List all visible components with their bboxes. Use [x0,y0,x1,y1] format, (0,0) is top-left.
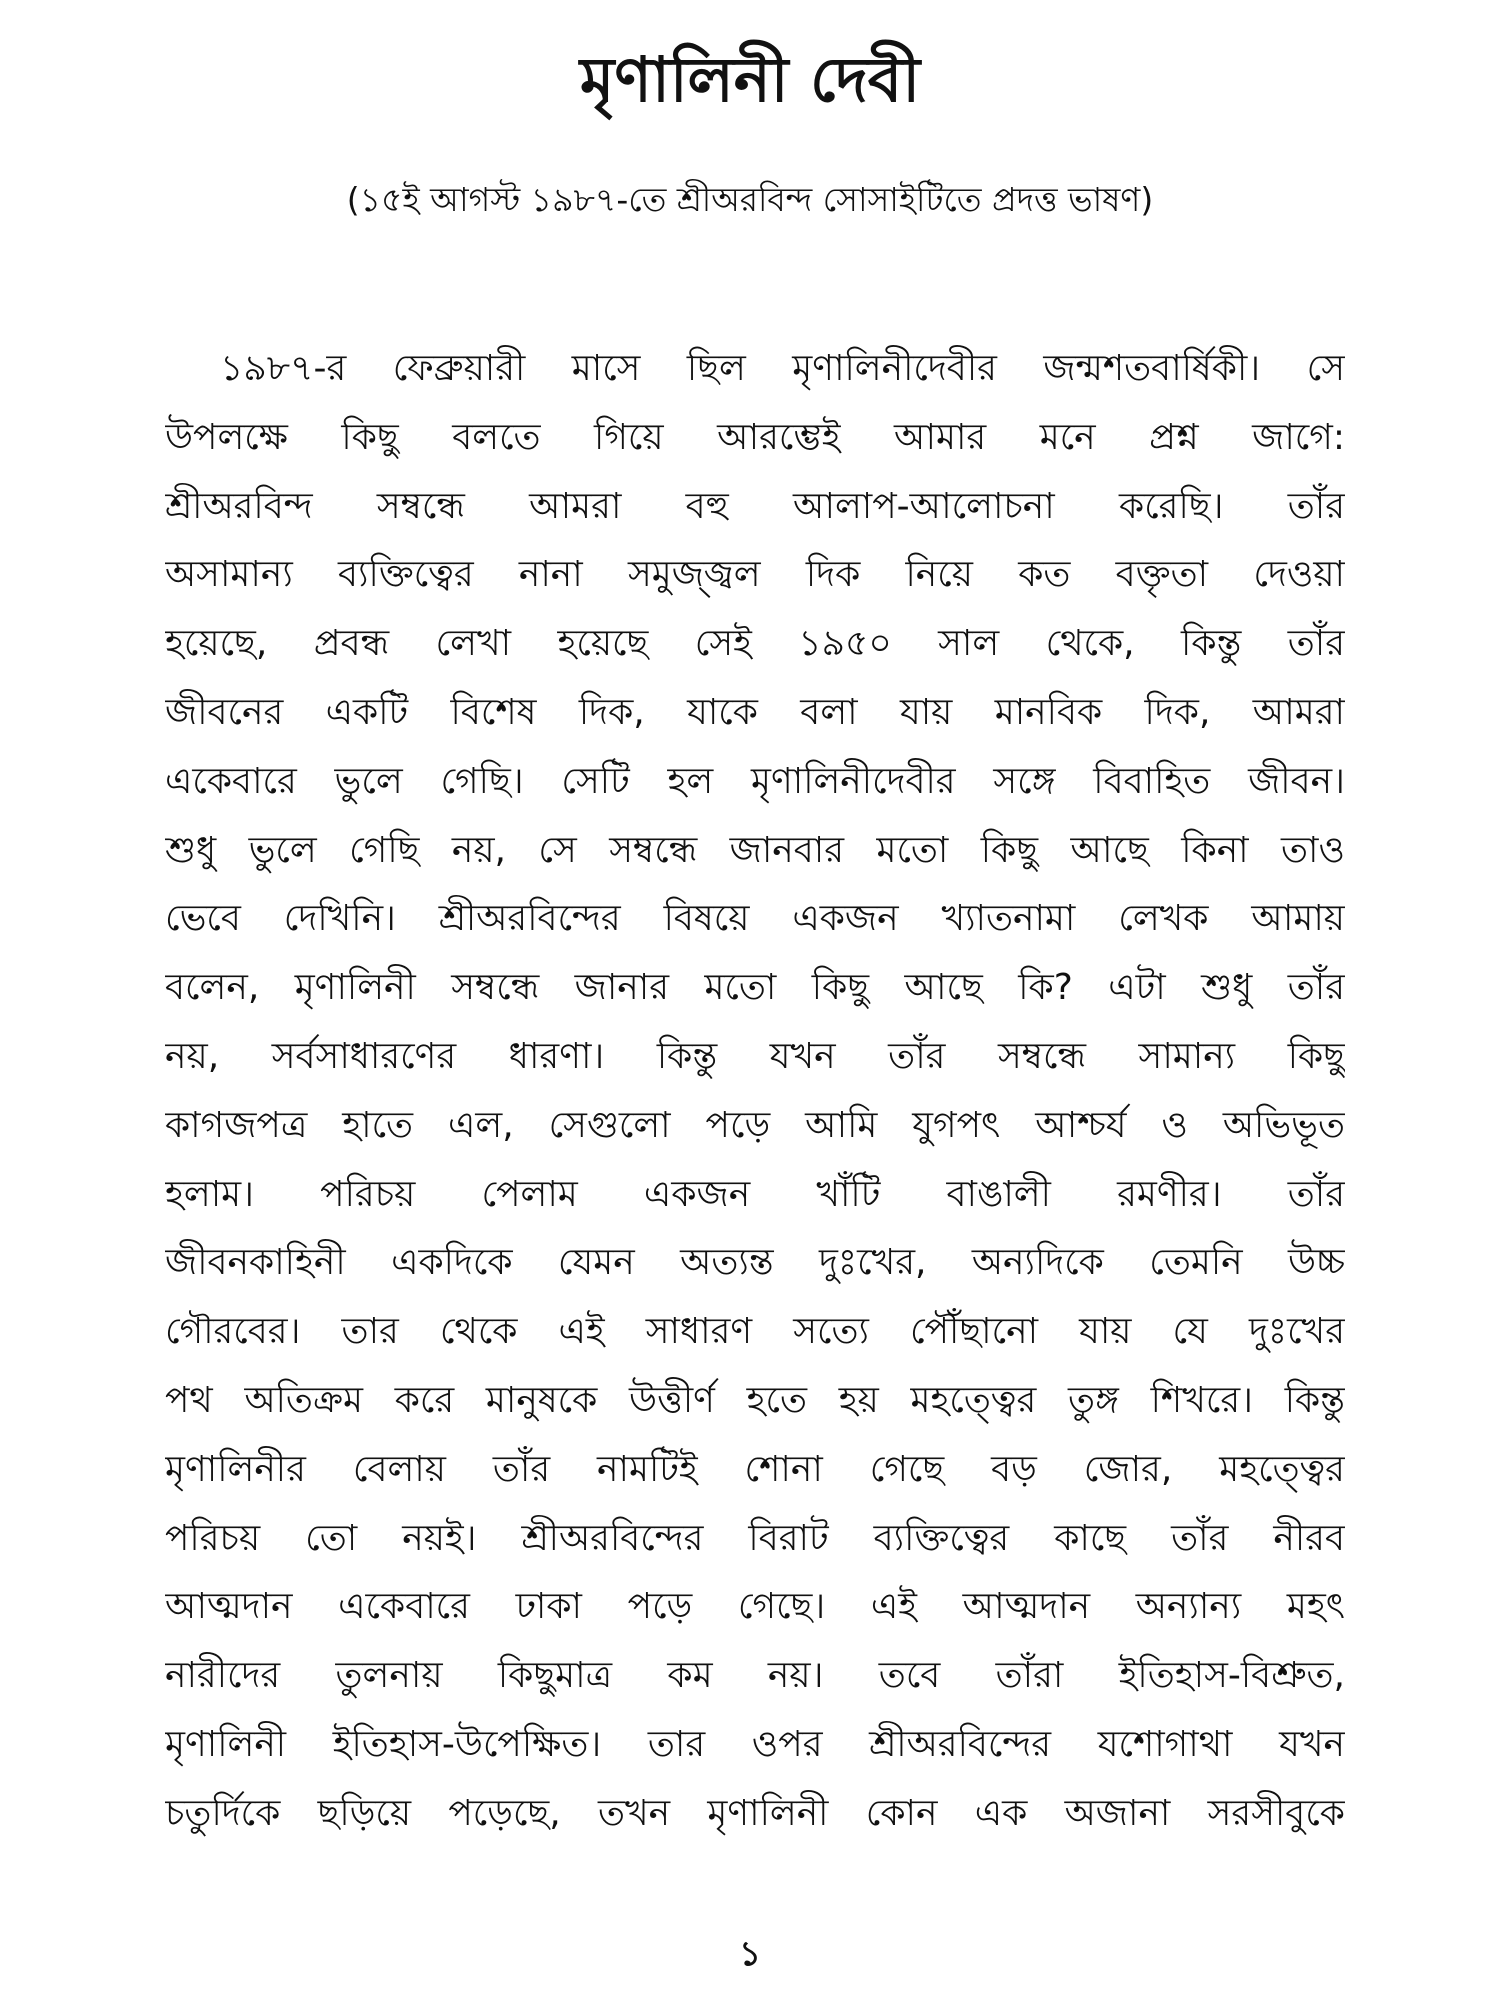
text-line: গৌরবের। তার থেকে এই সাধারণ সত্যে পৌঁছানো যায় যে দুঃখের [165,1311,1345,1353]
text-line: কাগজপত্র হাতে এল, সেগুলো পড়ে আমি যুগপৎ আশ্চর্য ও অভিভূত [165,1104,1345,1146]
text-line: ভেবে দেখিনি। শ্রীঅরবিন্দের বিষয়ে একজন খ্যাতনামা লেখক আমায় [165,898,1345,940]
text-line: পরিচয় তো নয়ই। শ্রীঅরবিন্দের বিরাট ব্যক্তিত্বের কাছে তাঁর নীরব [165,1517,1345,1559]
text-line: আত্মদান একেবারে ঢাকা পড়ে গেছে। এই আত্মদান অন্যান্য মহৎ [165,1586,1345,1628]
text-line: নারীদের তুলনায় কিছুমাত্র কম নয়। তবে তাঁরা ইতিহাস-বিশ্রুত, [165,1655,1345,1697]
text-line: অসামান্য ব্যক্তিত্বের নানা সমুজ্জ্বল দিক নিয়ে কত বক্তৃতা দেওয়া [165,554,1345,596]
text-line: নয়, সর্বসাধারণের ধারণা। কিন্তু যখন তাঁর সম্বন্ধে সামান্য কিছু [165,1035,1345,1077]
page-number: ১ [738,1934,762,1974]
text-line: পথ অতিক্রম করে মানুষকে উত্তীর্ণ হতে হয় মহত্ত্বের তুঙ্গ শিখরে। কিন্তু [165,1379,1345,1421]
text-line: শ্রীঅরবিন্দ সম্বন্ধে আমরা বহু আলাপ-আলোচনা করেছি। তাঁর [165,485,1345,527]
text-line: বলেন, মৃণালিনী সম্বন্ধে জানার মতো কিছু আছে কি? এটা শুধু তাঁর [165,967,1345,1009]
body-paragraph [165,335,1345,1849]
text-line: হয়েছে, প্রবন্ধ লেখা হয়েছে সেই ১৯৫০ সাল থেকে, কিন্তু তাঁর [165,623,1345,665]
text-line: জীবনের একটি বিশেষ দিক, যাকে বলা যায় মানবিক দিক, আমরা [165,691,1345,733]
text-line: জীবনকাহিনী একদিকে যেমন অত্যন্ত দুঃখের, অন্যদিকে তেমনি উচ্চ [165,1242,1345,1284]
text-line: উপলক্ষে কিছু বলতে গিয়ে আরম্ভেই আমার মনে প্রশ্ন জাগে: [165,416,1345,458]
text-line: চতুর্দিকে ছড়িয়ে পড়েছে, তখন মৃণালিনী কোন এক অজানা সরসীবুকে [165,1792,1345,1834]
text-line: মৃণালিনীর বেলায় তাঁর নামটিই শোনা গেছে বড় জোর, মহত্ত্বের [165,1448,1345,1490]
text-line: হলাম। পরিচয় পেলাম একজন খাঁটি বাঙালী রমণীর। তাঁর [165,1173,1345,1215]
text-line: মৃণালিনী ইতিহাস-উপেক্ষিত। তার ওপর শ্রীঅরবিন্দের যশোগাথা যখন [165,1723,1345,1765]
text-line: ১৯৮৭-র ফেব্রুয়ারী মাসে ছিল মৃণালিনীদেবীর জন্মশতবার্ষিকী। সে [220,348,1345,389]
text-line: একেবারে ভুলে গেছি। সেটি হল মৃণালিনীদেবীর সঙ্গে বিবাহিত জীবন। [165,760,1345,802]
page-subtitle: (১৫ই আগস্ট ১৯৮৭-তে শ্রীঅরবিন্দ সোসাইটিতে প্রদত্ত ভাষণ) [346,180,1154,219]
text-line: শুধু ভুলে গেছি নয়, সে সম্বন্ধে জানবার মতো কিছু আছে কিনা তাও [165,829,1345,871]
page-title: মৃণালিনী দেবী [579,43,921,116]
